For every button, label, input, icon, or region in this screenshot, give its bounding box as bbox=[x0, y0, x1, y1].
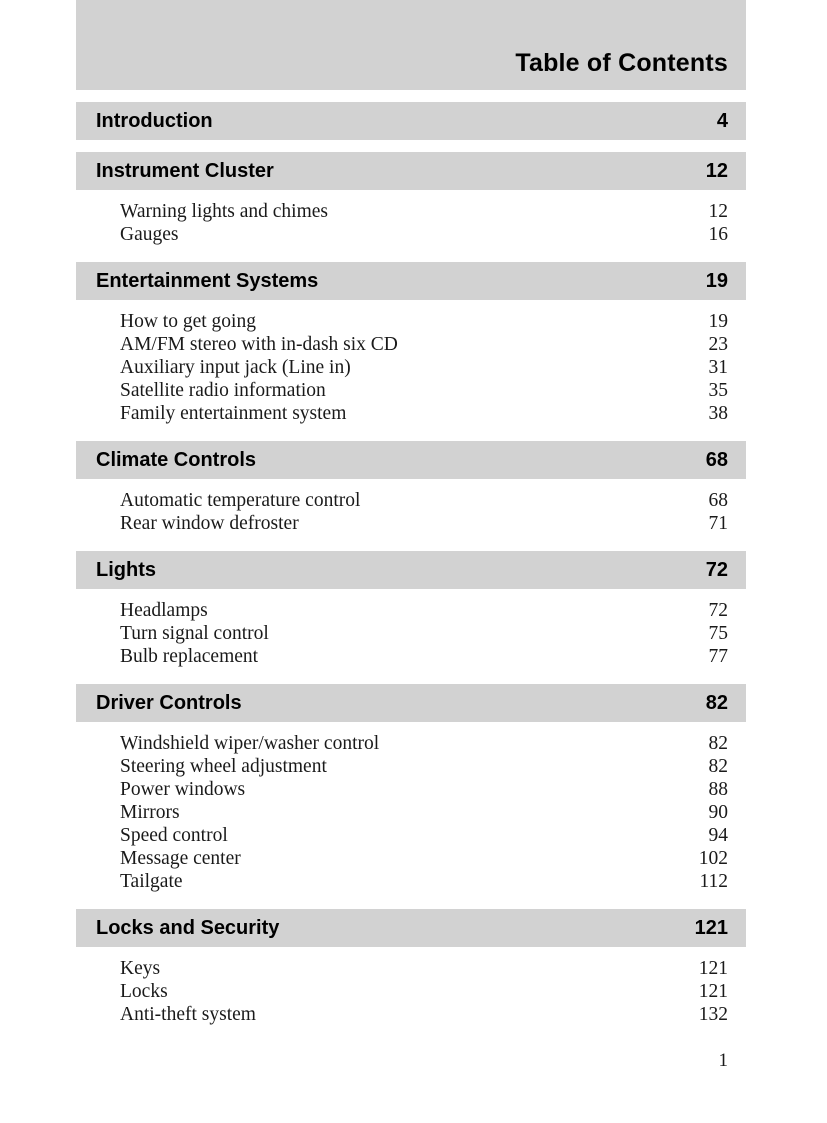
toc-entry[interactable] bbox=[76, 200, 746, 223]
toc-entry-label: AM/FM stereo with in-dash six CD bbox=[120, 334, 398, 355]
toc-entry-label: Turn signal control bbox=[120, 623, 269, 644]
toc-entry-label: Tailgate bbox=[120, 871, 183, 892]
toc-entry[interactable] bbox=[76, 824, 746, 847]
toc-entry-label: Warning lights and chimes bbox=[120, 201, 329, 222]
toc-entry-page: 88 bbox=[708, 779, 728, 800]
toc-entry-page: 112 bbox=[699, 871, 728, 892]
toc-entry[interactable] bbox=[76, 489, 746, 512]
toc-entry-page: 82 bbox=[708, 756, 728, 777]
toc-section-page: 72 bbox=[705, 558, 728, 581]
toc-section-title: Entertainment Systems bbox=[96, 269, 319, 292]
toc-entry-label: Auxiliary input jack (Line in) bbox=[120, 357, 351, 378]
toc-entry-label: Bulb replacement bbox=[120, 646, 259, 667]
toc-entry-page: 71 bbox=[708, 513, 728, 534]
toc-entry[interactable] bbox=[76, 356, 746, 379]
toc-entry-page: 75 bbox=[708, 623, 728, 644]
toc-entry-page: 68 bbox=[708, 490, 728, 511]
toc-section-header[interactable] bbox=[76, 684, 746, 722]
toc-entry-page: 102 bbox=[698, 848, 728, 869]
toc-section-title: Lights bbox=[96, 558, 156, 581]
toc-section-header[interactable] bbox=[76, 909, 746, 947]
page-title-banner bbox=[76, 0, 746, 90]
toc-section-page: 68 bbox=[705, 448, 728, 471]
toc-entry-page: 16 bbox=[708, 224, 728, 245]
toc-entry-label: Speed control bbox=[120, 825, 228, 846]
toc-section-page: 82 bbox=[705, 691, 728, 714]
toc-entry-label: Keys bbox=[120, 958, 161, 979]
toc-section-header[interactable] bbox=[76, 551, 746, 589]
toc-entry-label: How to get going bbox=[120, 311, 256, 332]
toc-entry-page: 132 bbox=[698, 1004, 728, 1025]
toc-entry[interactable] bbox=[76, 957, 746, 980]
toc-entry[interactable] bbox=[76, 512, 746, 535]
toc-entry[interactable] bbox=[76, 402, 746, 425]
toc-entry-list bbox=[76, 300, 746, 429]
toc-entry-list bbox=[76, 722, 746, 897]
toc-entry-page: 23 bbox=[708, 334, 728, 355]
toc-section-page: 4 bbox=[716, 109, 728, 132]
toc-section-title: Instrument Cluster bbox=[96, 159, 274, 182]
toc-entry-page: 38 bbox=[708, 403, 728, 424]
toc-entry-label: Family entertainment system bbox=[120, 403, 347, 424]
toc-section-header[interactable] bbox=[76, 102, 746, 140]
toc-entry-label: Rear window defroster bbox=[120, 513, 299, 534]
toc-section-title: Introduction bbox=[96, 109, 213, 132]
toc-section-title: Driver Controls bbox=[96, 691, 242, 714]
toc-entry[interactable] bbox=[76, 778, 746, 801]
toc-entry-label: Steering wheel adjustment bbox=[120, 756, 327, 777]
toc-section-title: Locks and Security bbox=[96, 916, 280, 939]
toc-entry-label: Locks bbox=[120, 981, 168, 1002]
toc-entry[interactable] bbox=[76, 1003, 746, 1026]
toc-entry[interactable] bbox=[76, 310, 746, 333]
toc-entry-page: 35 bbox=[708, 380, 728, 401]
toc-entry-label: Anti-theft system bbox=[120, 1004, 256, 1025]
toc-entry-label: Satellite radio information bbox=[120, 380, 326, 401]
toc-entry[interactable] bbox=[76, 732, 746, 755]
toc-section-page: 121 bbox=[694, 916, 728, 939]
toc-section-header[interactable] bbox=[76, 441, 746, 479]
toc-entry-label: Headlamps bbox=[120, 600, 208, 621]
toc-section-header[interactable] bbox=[76, 152, 746, 190]
toc-entry-list bbox=[76, 479, 746, 539]
toc-section-page: 12 bbox=[705, 159, 728, 182]
toc-entry-list bbox=[76, 190, 746, 250]
toc-entry-label: Mirrors bbox=[120, 802, 180, 823]
toc-entry-label: Gauges bbox=[120, 224, 179, 245]
toc-entry[interactable] bbox=[76, 801, 746, 824]
toc-entry-list bbox=[76, 589, 746, 672]
toc-entry[interactable] bbox=[76, 223, 746, 246]
toc-entry-page: 82 bbox=[708, 733, 728, 754]
toc-entry-label: Windshield wiper/washer control bbox=[120, 733, 380, 754]
toc-entry-label: Power windows bbox=[120, 779, 246, 800]
toc-entry-page: 31 bbox=[708, 357, 728, 378]
toc-entry[interactable] bbox=[76, 333, 746, 356]
toc-entry-label: Automatic temperature control bbox=[120, 490, 361, 511]
toc-entry[interactable] bbox=[76, 379, 746, 402]
toc-entry[interactable] bbox=[76, 870, 746, 893]
toc-sections bbox=[76, 102, 746, 1030]
toc-entry[interactable] bbox=[76, 847, 746, 870]
toc-entry-page: 121 bbox=[698, 958, 728, 979]
toc-entry[interactable] bbox=[76, 980, 746, 1003]
toc-entry[interactable] bbox=[76, 645, 746, 668]
toc-section-title: Climate Controls bbox=[96, 448, 257, 471]
toc-section-header[interactable] bbox=[76, 262, 746, 300]
toc-entry[interactable] bbox=[76, 755, 746, 778]
toc-entry-page: 94 bbox=[708, 825, 728, 846]
toc-entry[interactable] bbox=[76, 622, 746, 645]
page-number: 1 bbox=[718, 1050, 728, 1071]
toc-content bbox=[76, 0, 746, 1030]
toc-entry-list bbox=[76, 947, 746, 1030]
toc-entry-page: 121 bbox=[698, 981, 728, 1002]
toc-entry-label: Message center bbox=[120, 848, 241, 869]
toc-entry-page: 77 bbox=[708, 646, 728, 667]
toc-entry-page: 19 bbox=[708, 311, 728, 332]
toc-entry-page: 72 bbox=[708, 600, 728, 621]
toc-entry-page: 90 bbox=[708, 802, 728, 823]
toc-entry[interactable] bbox=[76, 599, 746, 622]
toc-entry-page: 12 bbox=[708, 201, 728, 222]
page-title: Table of Contents bbox=[515, 49, 728, 77]
toc-section-page: 19 bbox=[705, 269, 728, 292]
